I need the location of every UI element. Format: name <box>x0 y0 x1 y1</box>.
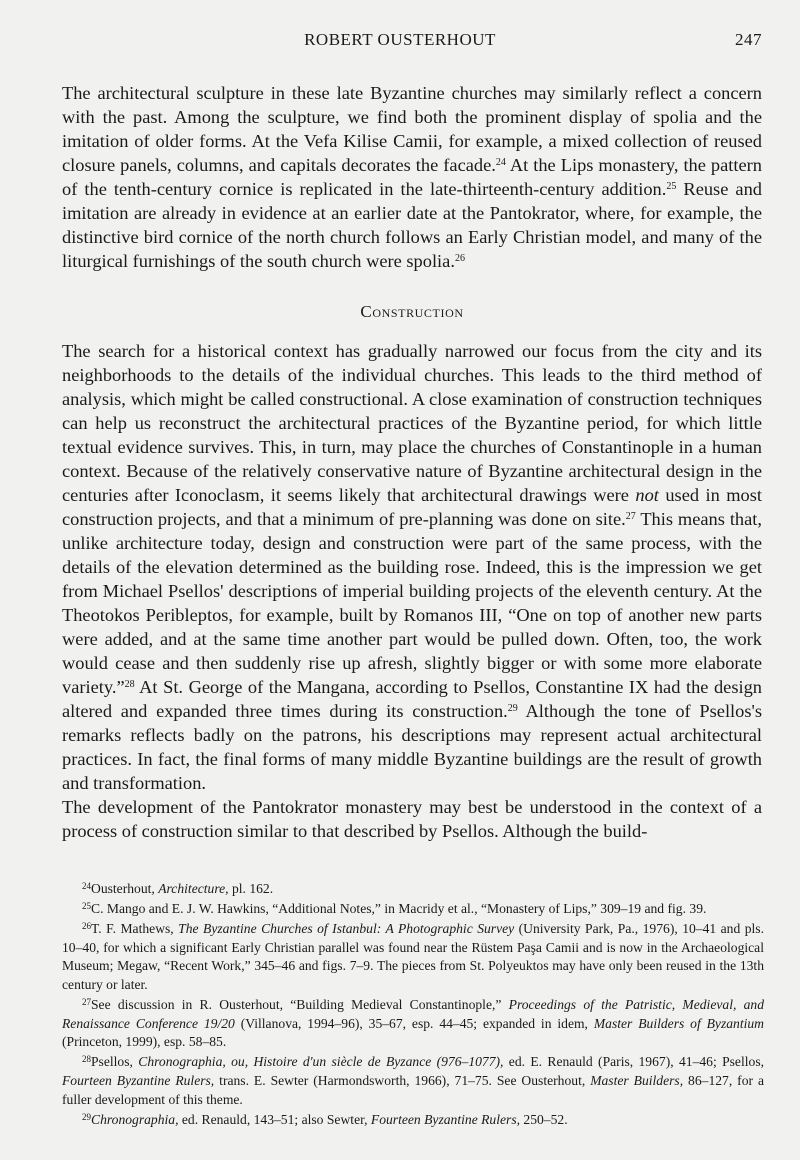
footnote-27 <box>62 996 764 1052</box>
footnote-ref-27[interactable]: 27 <box>625 511 636 522</box>
text-run: pl. 162. <box>228 881 274 896</box>
footnote-ref-29[interactable]: 29 <box>507 703 518 714</box>
text-run: C. Mango and E. J. W. Hawkins, “Additional Notes,” in Macridy et al., “Monastery of Lips,” 309–19 and fig. 39. <box>91 901 707 917</box>
footnote-ref-26[interactable]: 26 <box>454 253 465 264</box>
footnote-number: 27 <box>82 997 91 1008</box>
running-head <box>0 30 800 54</box>
footnote-26 <box>62 920 764 994</box>
text-run: See discussion in R. Ousterhout, “Building Medieval Constantinople,” <box>91 997 509 1013</box>
footnote-number: 25 <box>82 901 91 912</box>
paragraph-pantokrator-development <box>62 795 762 843</box>
text-run: At St. George of the Mangana, according to Psellos, Constantine IX had the design altered and expanded three times during its construction. <box>62 677 762 721</box>
text-run: ed. E. Renauld (Paris, 1967), 41–46; Psellos, <box>503 1054 765 1070</box>
text-run: used in most construction projects, and that a minimum of pre-planning was done on site. <box>62 485 762 529</box>
text-run: At the Lips monastery, the pattern of the tenth-century cornice is replicated in the late-thirteenth-century addition. <box>62 155 762 199</box>
footnote-24 <box>62 880 764 899</box>
footnotes <box>62 880 764 1131</box>
page-number: 247 <box>735 30 762 49</box>
emphasis-not: not <box>635 485 659 505</box>
citation-title: Proceedings of the Patristic, Medieval, and Renaissance Conference 19/20 <box>62 997 764 1031</box>
text-run: 250–52. <box>520 1111 568 1127</box>
text-run: The development of the Pantokrator monastery may best be understood in the context of a process of construction similar to that described by Psellos. Although the build- <box>62 797 762 841</box>
paragraph-historical-context <box>62 339 762 795</box>
footnote-29 <box>62 1111 764 1130</box>
text-run: Although the tone of Psellos's remarks reflects badly on the patrons, his descriptions may represent actual architectural practices. In fact, the final forms of many middle Byzantine buildings are the result of growth and transformation. <box>62 701 762 793</box>
text-run: (Princeton, 1999), esp. 58–85. <box>62 1034 227 1050</box>
text-run: T. F. Mathews, <box>91 921 179 937</box>
text-run: ed. Renauld, 143–51; also Sewter, <box>178 1111 371 1127</box>
text-run: (University Park, Pa., 1976), 10–41 and pls. 10–40, for which a significant Early Christian parallel was found near the Rüstem Paşa Camii and is now in the Archaeological Museum; Megaw, “Recent Work,” 345–46 and figs. 7–9. The pieces from St. Polyeuktos may have only been reused in the 13th century or later. <box>62 921 764 992</box>
text-run: 86–127, for a fuller development of this theme. <box>62 1072 765 1107</box>
citation-title: Fourteen Byzantine Rulers, <box>370 1111 521 1127</box>
text-run: Reuse and imitation are already in evidence at an earlier date at the Pantokrator, where, for example, the distinctive bird cornice of the north church follows an Early Christian model, and many of the liturgical furnishings of the south church were spolia. <box>62 179 762 271</box>
section-heading-construction: Construction <box>360 302 464 321</box>
footnote-25 <box>62 900 764 919</box>
footnote-number: 24 <box>82 881 91 891</box>
footnote-number: 29 <box>82 1111 91 1122</box>
footnote-28 <box>62 1053 764 1109</box>
text-run: Ousterhout, <box>91 881 159 896</box>
running-head-author: ROBERT OUSTERHOUT <box>304 30 496 49</box>
text-run: The architectural sculpture in these late Byzantine churches may similarly reflect a concern with the past. Among the sculpture, we find both the prominent display of spolia and the imitation of older forms. At the Vefa Kilise Camii, for example, a mixed collection of reused closure panels, columns, and capitals decorates the facade. <box>62 83 762 175</box>
text-run: This means that, unlike architecture today, design and construction were part of the same process, with the details of the elevation determined as the building rose. Indeed, this is the impression we get from Michael Psellos' descriptions of imperial building projects of the eleventh century. At the Theotokos Peribleptos, for example, built by Romanos III, “One on top of another new parts were added, and at the same time another part would be pulled down. Often, too, the work would cease and then suddenly rise up afresh, slightly bigger or with some more elaborate variety.” <box>62 509 762 697</box>
paragraph-architectural-sculpture <box>62 81 762 273</box>
text-run: (Villanova, 1994–96), 35–67, esp. 44–45; expanded in idem, <box>234 1015 594 1031</box>
footnote-number: 26 <box>82 921 91 932</box>
footnote-number: 28 <box>82 1054 91 1065</box>
citation-title: Master Builders of Byzantium <box>593 1015 764 1031</box>
text-run: The search for a historical context has gradually narrowed our focus from the city and its neighborhoods to the details of the individual churches. This leads to the third method of analysis, which might be called constructional. A close examination of construction techniques can help us reconstruct the architectural practices of the Byzantine period, for which little textual evidence survives. This, in turn, may place the churches of Constantinople in a human context. Because of the relatively conservative nature of Byzantine architectural design in the centuries after Iconoclasm, it seems likely that architectural drawings were <box>62 341 762 505</box>
footnote-ref-28[interactable]: 28 <box>124 679 135 690</box>
citation-title: Chronographia, <box>91 1111 179 1127</box>
citation-title: Chronographia, ou, Histoire d'un siècle de Byzance (976–1077), <box>138 1054 504 1070</box>
citation-title: Fourteen Byzantine Rulers, <box>62 1072 215 1088</box>
text-run: trans. E. Sewter (Harmondsworth, 1966), 71–75. See Ousterhout, <box>214 1072 591 1088</box>
citation-title: Master Builders, <box>590 1072 684 1088</box>
body-text <box>62 81 762 843</box>
citation-title: The Byzantine Churches of Istanbul: A Photographic Survey <box>178 921 515 937</box>
footnote-ref-24[interactable]: 24 <box>495 157 506 168</box>
citation-title: Architecture, <box>158 881 229 896</box>
text-run: Psellos, <box>91 1054 139 1070</box>
footnote-ref-25[interactable]: 25 <box>666 181 677 192</box>
